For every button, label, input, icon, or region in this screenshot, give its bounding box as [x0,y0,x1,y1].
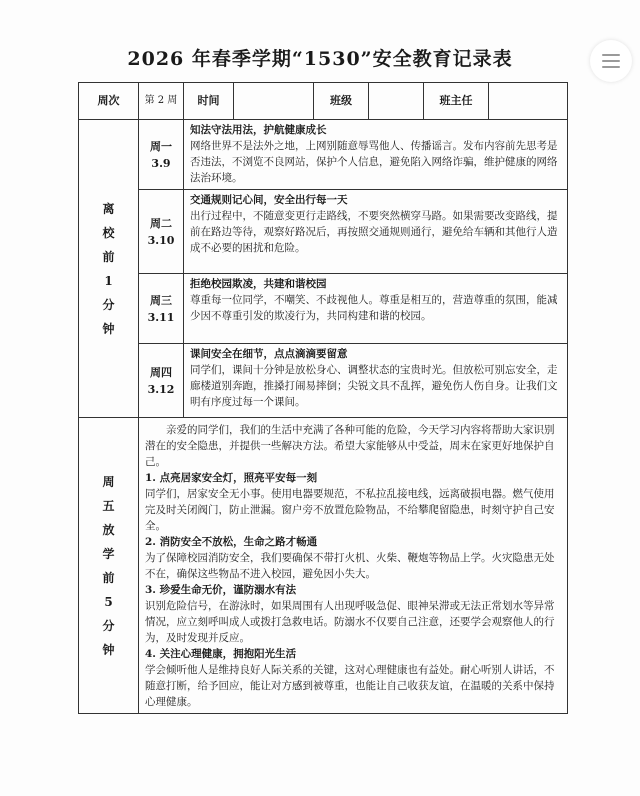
day-text: 网络世界不是法外之地，上网别随意辱骂他人、传播谣言。发布内容前先思考是否违法，不浏览不良网站，保护个人信息，避免陷入网络诈骗，维护健康的网络法治环境。 [190,140,558,184]
time-label: 时间 [184,83,234,120]
class-label: 班级 [314,83,369,120]
day-row [79,344,568,418]
day-topic: 课间安全在细节，点点滴滴要留意 [190,348,348,360]
day-text: 出行过程中，不随意变更行走路线，不要突然横穿马路。如果需要改变路线，提前在路边等待，观察好路况后，再按照交通规则通行，避免给车辆和其他行人造成不必要的困扰和危险。 [190,210,558,254]
section-heading: 3. 珍爱生命无价，谨防溺水有法 [145,584,297,596]
day-content [184,120,568,190]
time-value [234,83,314,120]
section-heading: 2. 消防安全不放松，生命之路才畅通 [145,536,318,548]
day-text: 尊重每一位同学，不嘲笑、不歧视他人。尊重是相互的，营造尊重的氛围，能减少因不尊重引发的欺凌行为，共同构建和谐的校园。 [190,294,558,322]
day-row [79,190,568,274]
friday-label: 周 五 放 学 前 5 分 钟 [79,418,139,714]
day-name: 周三 [150,293,172,307]
day-name: 周四 [150,365,172,379]
day-topic: 拒绝校园欺凌，共建和谐校园 [190,278,327,290]
day-row [79,120,568,190]
section-text: 识别危险信号，在游泳时，如果周围有人出现呼吸急促、眼神呆滞或无法正常划水等异常情况，应立刻呼叫成人或拨打急救电话。防溺水不仅要自己注意，还要学会观察他人的行为，及时发现并反应。 [145,600,555,644]
day-date: 3.12 [147,382,175,396]
day-row [79,274,568,344]
day-date: 3.11 [147,310,175,324]
day-cell [139,344,184,418]
week-label: 周次 [79,83,139,120]
day-content [184,274,568,344]
day-cell [139,274,184,344]
menu-button[interactable] [590,40,632,82]
day-date: 3.9 [151,156,171,170]
day-content [184,344,568,418]
friday-row [79,418,568,714]
teacher-label: 班主任 [424,83,489,120]
header-row [79,83,568,120]
section-text: 同学们，居家安全无小事。使用电器要规范，不私拉乱接电线，远离破损电器。燃气使用完及时关闭阀门，防止泄漏。窗户旁不放置危险物品，不给攀爬留隐患，时刻守护自己安全。 [145,488,555,532]
day-content [184,190,568,274]
day-topic: 知法守法用法，护航健康成长 [190,124,327,136]
section-heading: 4. 关注心理健康，拥抱阳光生活 [145,648,297,660]
class-value [369,83,424,120]
day-date: 3.10 [147,233,175,247]
week-value: 第 2 周 [139,83,184,120]
teacher-value [489,83,568,120]
before-school-label: 离 校 前 1 分 钟 [79,120,139,418]
day-cell [139,190,184,274]
day-cell [139,120,184,190]
menu-icon [602,54,620,56]
section-text: 学会倾听他人是维持良好人际关系的关键，这对心理健康也有益处。耐心听别人讲话，不随意打断，给予回应，能让对方感到被尊重，也能让自己收获友谊，在温暖的关系中保持心理健康。 [145,664,555,708]
day-name: 周二 [150,216,172,230]
day-text: 同学们，课间十分钟是放松身心、调整状态的宝贵时光。但放松可别忘安全，走廊楼道别奔跑，推搡打闹易摔倒；尖锐文具不乱挥，避免伤人伤自身。让我们文明有序度过每一个课间。 [190,364,558,408]
section-text: 为了保障校园消防安全，我们要确保不带打火机、火柴、鞭炮等物品上学。火灾隐患无处不在，确保这些物品不进入校园，避免因小失大。 [145,552,555,580]
friday-content [139,418,568,714]
friday-intro: 亲爱的同学们，我们的生活中充满了各种可能的危险，今天学习内容将帮助大家识别潜在的安全隐患，并提供一些解决方法。希望大家能够从中受益，周末在家更好地保护自己。 [145,424,555,468]
section-heading: 1. 点亮居家安全灯，照亮平安每一刻 [145,472,318,484]
day-name: 周一 [150,139,172,153]
record-table [78,82,568,714]
day-topic: 交通规则记心间，安全出行每一天 [190,194,348,206]
page-title: 2026 年春季学期“1530”安全教育记录表 [127,48,513,70]
